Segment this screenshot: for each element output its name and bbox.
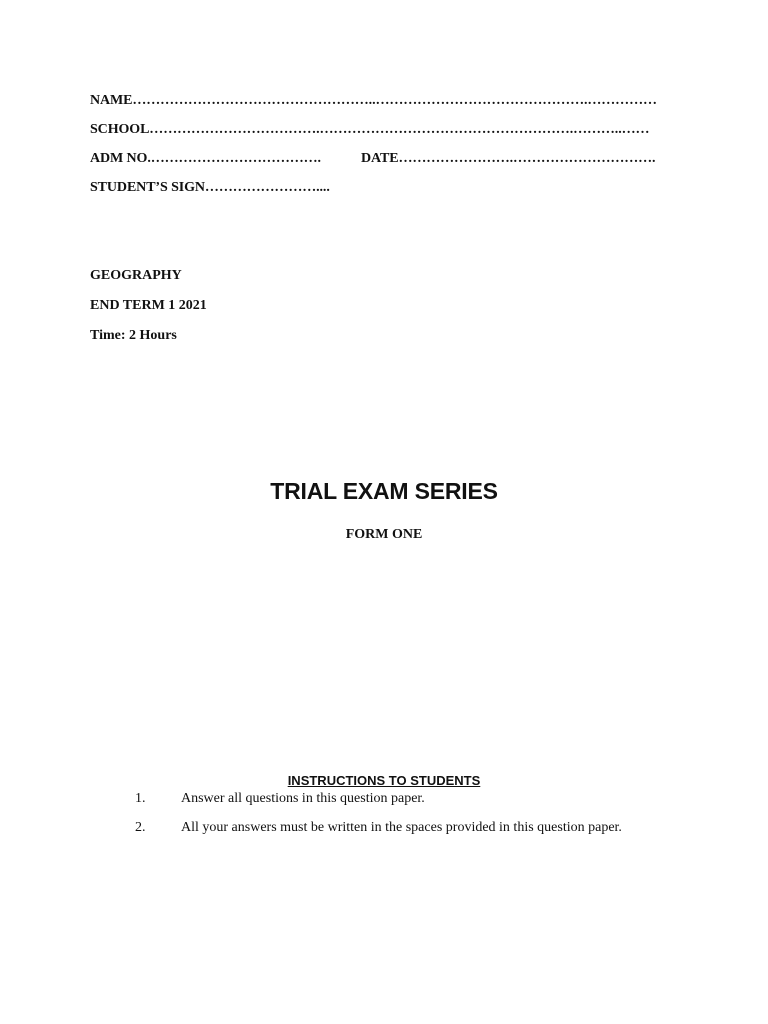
instruction-item (135, 791, 425, 807)
instruction-number: 1. (135, 791, 146, 806)
page-title: TRIAL EXAM SERIES (270, 478, 498, 504)
instruction-text: All your answers must be written in the spaces provided in this question paper. (181, 820, 622, 835)
student-sign-field[interactable]: STUDENT’S SIGN…………………….... (90, 180, 330, 195)
school-field[interactable]: SCHOOL……………………………….……………………………………………….………..…… (90, 122, 650, 137)
date-field[interactable]: DATE…………………….…………………………. (361, 151, 656, 166)
instruction-text: Answer all questions in this question paper. (181, 791, 425, 806)
term-label: END TERM 1 2021 (90, 298, 207, 313)
time-label: Time: 2 Hours (90, 328, 177, 343)
form-label: FORM ONE (345, 527, 423, 542)
adm-no-field[interactable]: ADM NO.………………………………. (90, 151, 321, 166)
name-field[interactable]: NAME……………………………………………..……………………………………….…………… (90, 93, 657, 108)
instruction-number: 2. (135, 820, 146, 835)
subject-label: GEOGRAPHY (90, 268, 182, 283)
instruction-item (135, 820, 622, 836)
instructions-heading: INSTRUCTIONS TO STUDENTS (287, 773, 481, 788)
